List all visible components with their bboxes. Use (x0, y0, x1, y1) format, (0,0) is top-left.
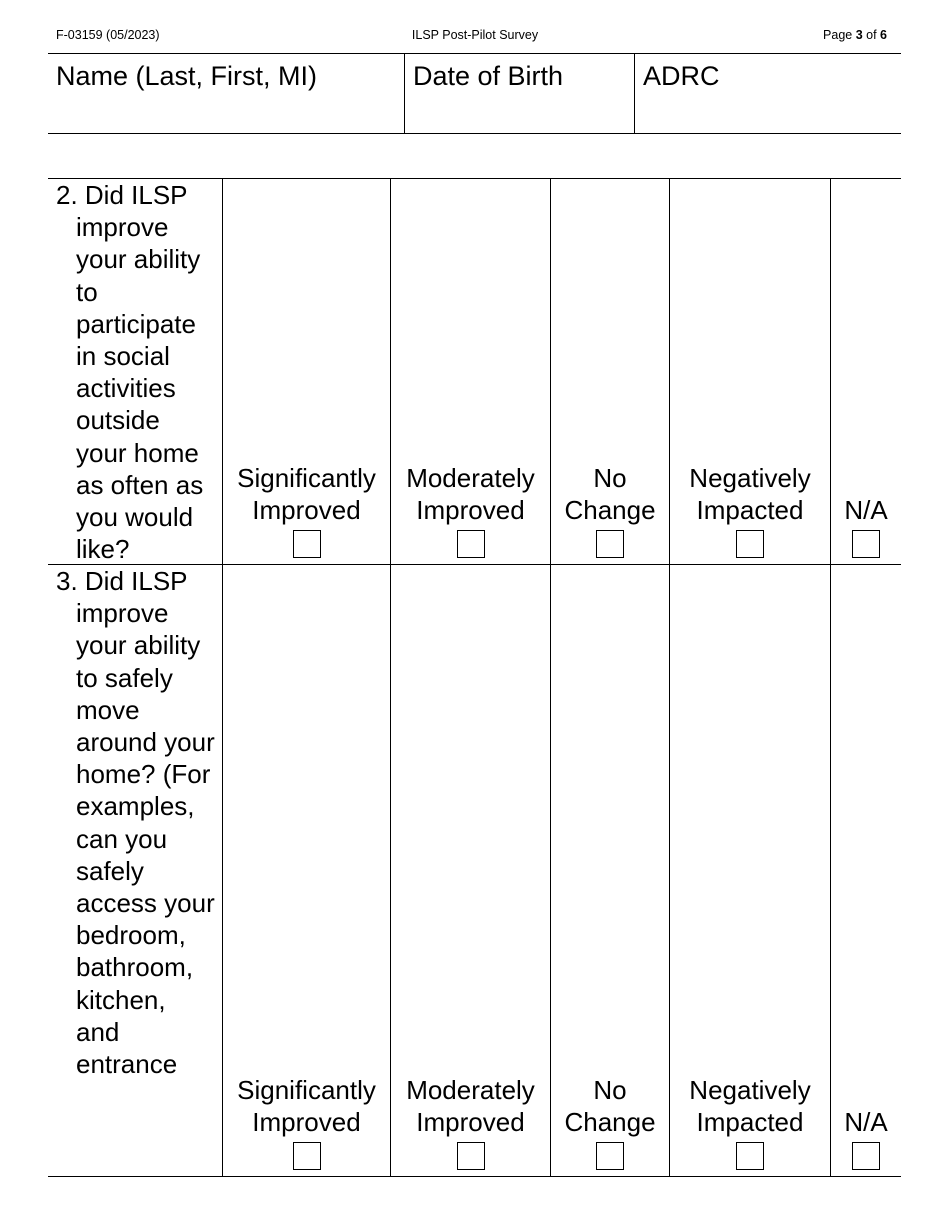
question-2-text: 2. Did ILSP improve your ability to participate in social activities outside your home as often as you would like? (56, 180, 204, 565)
question-3-row (48, 564, 901, 1177)
identification-table (48, 53, 901, 134)
question-2-cell (48, 179, 222, 564)
q3-option-moderately-improved: Moderately Improved (390, 565, 550, 1176)
q3-na-checkbox[interactable] (852, 1142, 880, 1170)
question-2-row (48, 178, 901, 565)
q2-significantly-improved-checkbox[interactable] (293, 530, 321, 558)
date-of-birth-label: Date of Birth (413, 61, 564, 91)
q3-moderately-improved-checkbox[interactable] (457, 1142, 485, 1170)
name-label: Name (Last, First, MI) (56, 61, 318, 91)
q2-na-checkbox[interactable] (852, 530, 880, 558)
q2-option-significantly-improved: Significantly Improved (222, 179, 390, 564)
adrc-label: ADRC (643, 61, 720, 91)
name-field[interactable] (48, 54, 404, 133)
question-3-text: 3. Did ILSP improve your ability to safely move around your home? (For examples, can you safely access your bedroom, bathroom, kitchen, and entrance (56, 566, 215, 1080)
adrc-field[interactable] (634, 54, 901, 133)
form-number: F-03159 (05/2023) (56, 28, 160, 42)
q3-significantly-improved-checkbox[interactable] (293, 1142, 321, 1170)
q3-no-change-checkbox[interactable] (596, 1142, 624, 1170)
q3-option-na: N/A (830, 565, 901, 1176)
page-indicator: Page 3 of 6 (823, 28, 887, 42)
q2-option-no-change: No Change (550, 179, 669, 564)
q2-negatively-impacted-checkbox[interactable] (736, 530, 764, 558)
date-of-birth-field[interactable] (404, 54, 634, 133)
q3-negatively-impacted-checkbox[interactable] (736, 1142, 764, 1170)
form-title: ILSP Post-Pilot Survey (411, 28, 539, 42)
q2-option-moderately-improved: Moderately Improved (390, 179, 550, 564)
q3-option-significantly-improved: Significantly Improved (222, 565, 390, 1176)
q3-option-no-change: No Change (550, 565, 669, 1176)
q2-moderately-improved-checkbox[interactable] (457, 530, 485, 558)
q2-option-na: N/A (830, 179, 901, 564)
question-3-cell (48, 565, 222, 1176)
q2-option-negatively-impacted: Negatively Impacted (669, 179, 830, 564)
q3-option-negatively-impacted: Negatively Impacted (669, 565, 830, 1176)
q2-no-change-checkbox[interactable] (596, 530, 624, 558)
